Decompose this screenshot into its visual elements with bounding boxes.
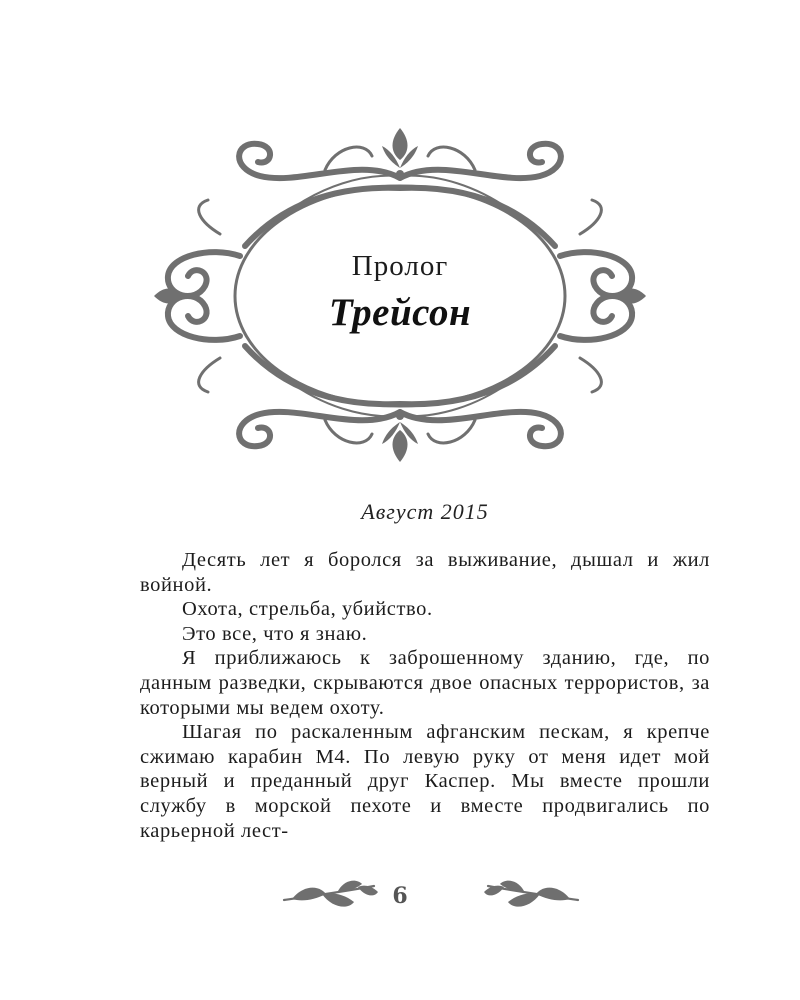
page-footer xyxy=(0,868,800,928)
paragraph: Шагая по раскаленным афганским пескам, я крепче сжимаю карабин М4. По левую руку от меня идет мой верный и преданный друг Каспер. Мы вместе прошли службу в морской пехоте и вместе продвигались по карьерной лест- xyxy=(140,721,710,842)
paragraph: Это все, что я знаю. xyxy=(182,622,368,645)
paragraph: Охота, стрельба, убийство. xyxy=(182,598,433,621)
body-text xyxy=(140,548,710,843)
prologue-label: Пролог xyxy=(351,250,449,282)
paragraph: Десять лет я боролся за выживание, дышал и жил войной. xyxy=(140,549,710,596)
page-number: 6 xyxy=(392,883,408,909)
chapter-heading xyxy=(150,248,650,336)
dateline: Август 2015 xyxy=(361,499,489,524)
chapter-title: Трейсон xyxy=(328,291,472,334)
leaf-sprig-right-icon xyxy=(480,878,580,918)
paragraph: Я приближаюсь к заброшенному зданию, где, по данным разведки, скрываются двое опасных террористов, за которыми мы ведем охоту. xyxy=(140,647,710,719)
